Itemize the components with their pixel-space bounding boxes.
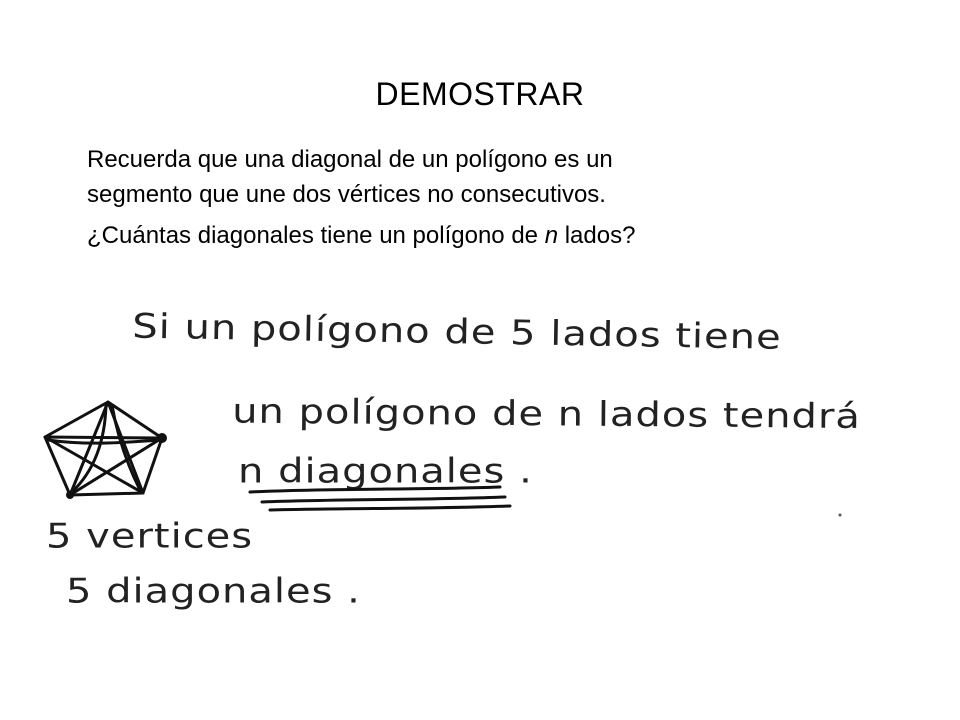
handwritten-line-5: 5 diagonales . [66, 571, 361, 611]
stray-mark [839, 514, 842, 517]
underline-stroke-2 [262, 497, 505, 502]
reminder-line-2: segmento que une dos vértices no consecutivos. [87, 181, 606, 208]
slide-title: DEMOSTRAR [375, 76, 585, 112]
handwritten-line-4: 5 vertices [46, 516, 254, 556]
vertex-dot-right [157, 433, 167, 443]
question-variable-n: n [544, 222, 559, 249]
vertex-dot-bottom-left [66, 491, 74, 499]
underline-stroke-3 [270, 506, 510, 510]
handwritten-line-1: Si un polígono de 5 lados tiene [132, 306, 783, 358]
handwritten-line-3: n diagonales . [238, 451, 533, 491]
sketch-stroke-1 [48, 440, 160, 443]
question-text-start: ¿Cuántas diagonales tiene un polígono de [87, 222, 545, 249]
reminder-line-1: Recuerda que una diagonal de un polígono es un [87, 146, 613, 173]
underline-stroke-1 [250, 487, 500, 492]
handwritten-line-2: un polígono de n lados tendrá [232, 391, 862, 437]
question-text-end: lados? [558, 222, 636, 249]
